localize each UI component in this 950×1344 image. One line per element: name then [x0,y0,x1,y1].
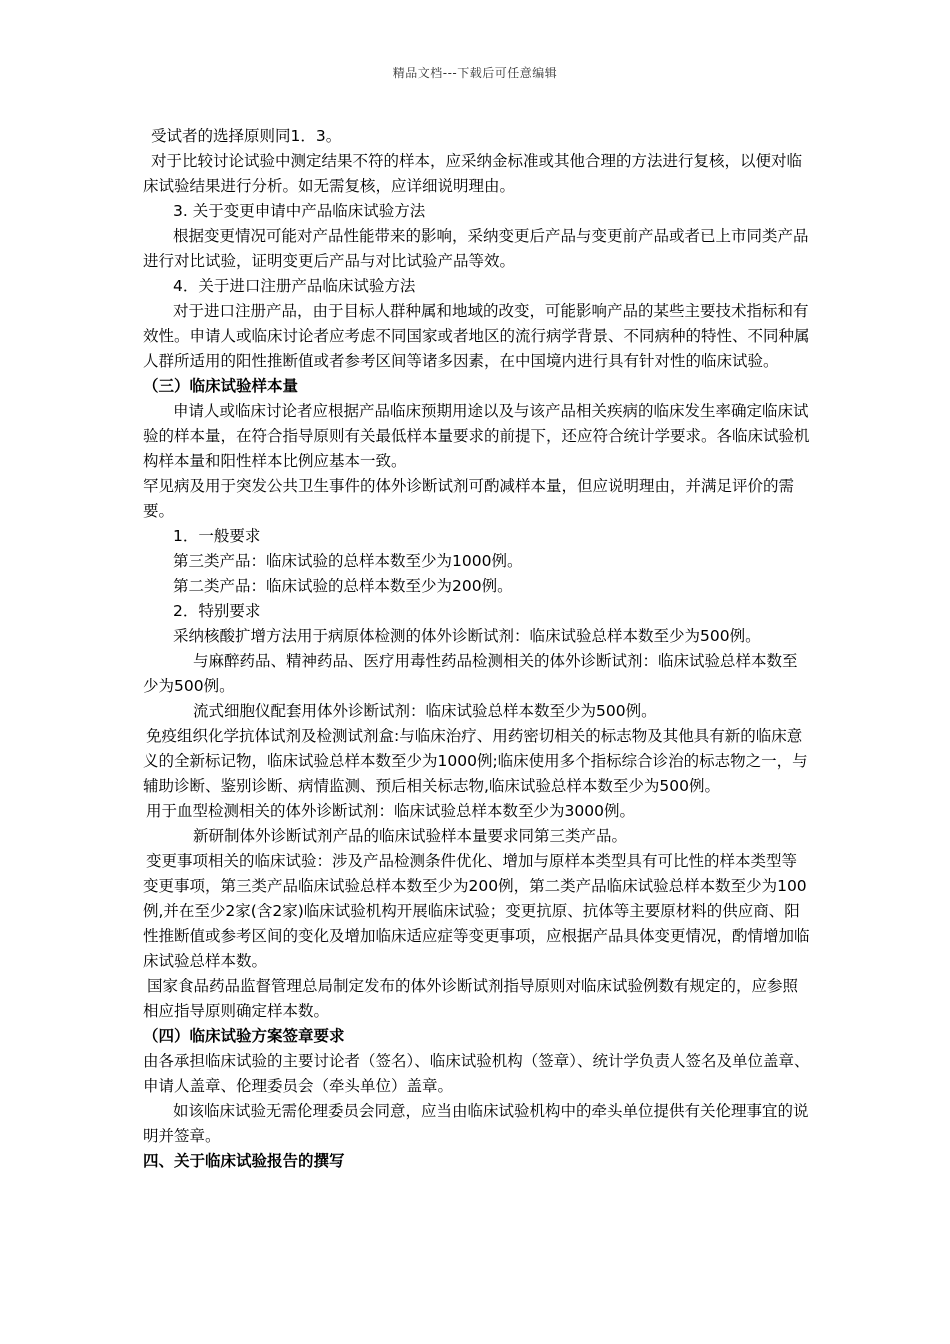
section-heading: 3. 关于变更申请中产品临床试验方法 [173,202,426,220]
list-item: 新研制体外诊断试剂产品的临床试验样本量要求同第三类产品。 [193,827,628,845]
list-heading: 2．特别要求 [173,602,261,620]
paragraph: 罕见病及用于突发公共卫生事件的体外诊断试剂可酌减样本量，但应说明理由，并满足评价的需要。 [143,477,795,520]
paragraph: 根据变更情况可能对产品性能带来的影响，采纳变更后产品与变更前产品或者已上市同类产品进行对比试验，证明变更后产品与对比试验产品等效。 [143,227,809,270]
list-item: 与麻醉药品、精神药品、医疗用毒性药品检测相关的体外诊断试剂：临床试验总样本数至少为500例。 [143,652,798,695]
section-heading: 四、关于临床试验报告的撰写 [143,1152,345,1170]
paragraph: 对于比较讨论试验中测定结果不符的样本，应采纳金标准或其他合理的方法进行复核，以便对临床试验结果进行分析。如无需复核，应详细说明理由。 [143,152,803,195]
section-heading: 4．关于进口注册产品临床试验方法 [173,277,416,295]
page-header: 精品文档---下载后可任意编辑 [392,66,558,80]
list-item: 第二类产品：临床试验的总样本数至少为200例。 [173,577,513,595]
paragraph: 对于进口注册产品，由于目标人群种属和地域的改变，可能影响产品的某些主要技术指标和有效性。申请人或临床讨论者应考虑不同国家或者地区的流行病学背景、不同病种的特性、不同种属人群所适用的阳性推断值或者参考区间等诸多因素，在中国境内进行具有针对性的临床试验。 [143,302,810,370]
document-body [143,124,811,1174]
paragraph: 由各承担临床试验的主要讨论者（签名）、临床试验机构（签章）、统计学负责人签名及单位盖章、申请人盖章、伦理委员会（牵头单位）盖章。 [143,1052,810,1095]
paragraph: 如该临床试验无需伦理委员会同意，应当由临床试验机构中的牵头单位提供有关伦理事宜的说明并签章。 [143,1102,809,1145]
list-item: 变更事项相关的临床试验：涉及产品检测条件优化、增加与原样本类型具有可比性的样本类型等变更事项，第三类产品临床试验总样本数至少为200例，第二类产品临床试验总样本数至少为100例,并在至少2家(含2家)临床试验机构开展临床试验；变更抗原、抗体等主要原材料的供应商、阳性推断值或参考区间的变化及增加临床适应症等变更事项，应根据产品具体变更情况，酌情增加临床试验总样本数。 [143,852,810,970]
list-item: 采纳核酸扩增方法用于病原体检测的体外诊断试剂：临床试验总样本数至少为500例。 [173,627,761,645]
paragraph: 受试者的选择原则同1．3。 [151,127,342,145]
list-heading: 1．一般要求 [173,527,261,545]
paragraph: 申请人或临床讨论者应根据产品临床预期用途以及与该产品相关疾病的临床发生率确定临床试验的样本量，在符合指导原则有关最低样本量要求的前提下，还应符合统计学要求。各临床试验机构样本量和阳性样本比例应基本一致。 [143,402,810,470]
list-item: 第三类产品：临床试验的总样本数至少为1000例。 [173,552,523,570]
section-heading: （三）临床试验样本量 [143,377,299,395]
paragraph: 国家食品药品监督管理总局制定发布的体外诊断试剂指导原则对临床试验例数有规定的，应参照相应指导原则确定样本数。 [143,977,799,1020]
list-item: 流式细胞仪配套用体外诊断试剂：临床试验总样本数至少为500例。 [193,702,657,720]
section-heading: （四）临床试验方案签章要求 [143,1027,345,1045]
list-item: 用于血型检测相关的体外诊断试剂：临床试验总样本数至少为3000例。 [146,802,635,820]
list-item: 免疫组织化学抗体试剂及检测试剂盒:与临床治疗、用药密切相关的标志物及其他具有新的临床意义的全新标记物，临床试验总样本数至少为1000例;临床使用多个指标综合诊治的标志物之一，与辅助诊断、鉴别诊断、病情监测、预后相关标志物,临床试验总样本数至少为500例。 [143,727,808,795]
